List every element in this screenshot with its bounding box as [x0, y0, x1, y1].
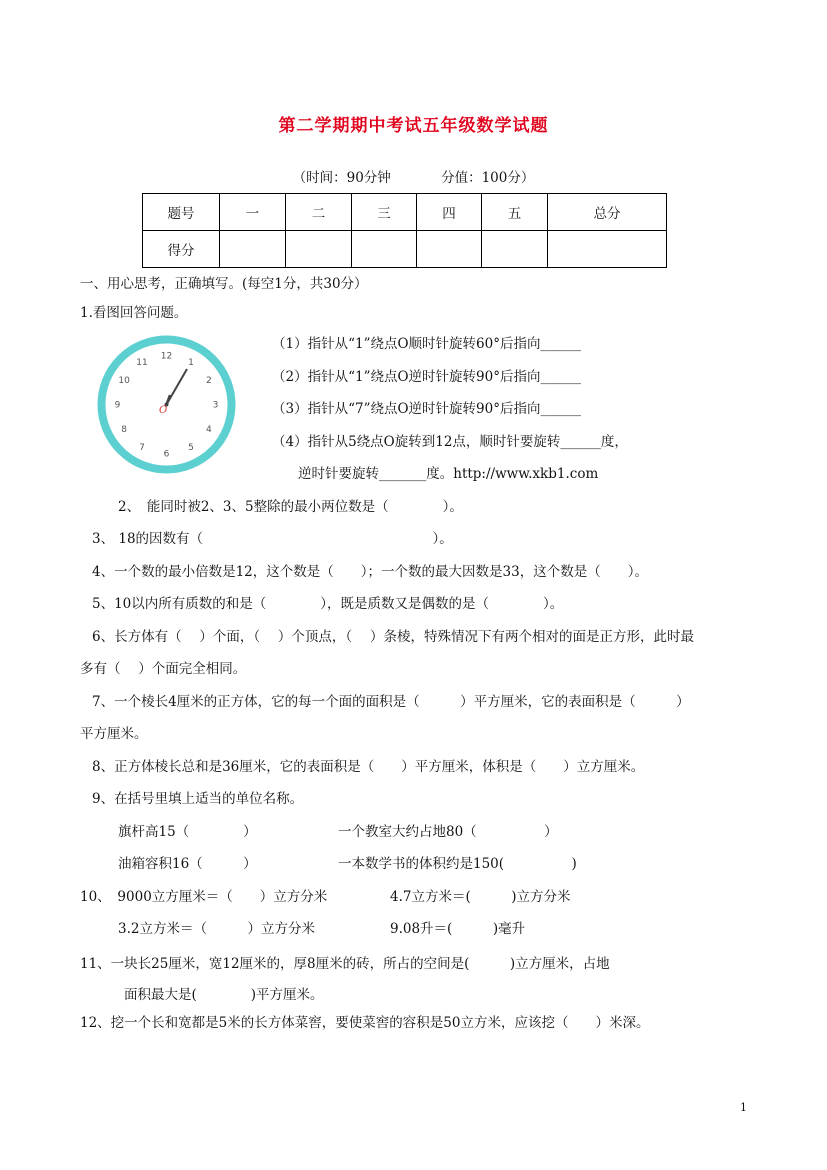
header-cell: 总分: [548, 194, 667, 231]
question-11-line1: 11、一块长25厘米，宽12厘米的，厚8厘米的砖，所占的空间是( )立方厘米，占地: [80, 956, 610, 972]
score-cell[interactable]: [286, 231, 352, 268]
header-cell: 一: [220, 194, 286, 231]
header-cell: 五: [482, 194, 548, 231]
clock-numeral: 2: [206, 376, 212, 386]
header-cell: 四: [417, 194, 482, 231]
score-cell[interactable]: [482, 231, 548, 268]
question-9-c: 油箱容积16（ ）: [118, 856, 257, 872]
clock-numeral: 1: [188, 358, 194, 369]
header-cell: 题号: [143, 194, 220, 231]
clock-numeral: 9: [114, 400, 121, 411]
question-1-label: 1.看图回答问题。: [80, 305, 188, 321]
question-9-d: 一本数学书的体积约是150( ): [338, 856, 577, 872]
table-row: [143, 231, 667, 268]
question-12: 12、挖一个长和宽都是5米的长方体菜窖，要使菜窖的容积是50立方米，应该挖（ ）米深。: [80, 1015, 650, 1031]
question-8: 8、正方体棱长总和是36厘米，它的表面积是（ ）平方厘米，体积是（ ）立方厘米。: [92, 759, 645, 775]
exam-score: 分值：100分）: [441, 170, 535, 186]
score-cell[interactable]: [417, 231, 482, 268]
score-cell[interactable]: [220, 231, 286, 268]
score-table: [142, 193, 667, 268]
question-10-d: 9.08升＝( )毫升: [390, 921, 526, 937]
question-9-label: 9、在括号里填上适当的单位名称。: [92, 791, 304, 807]
question-5: 5、10以内所有质数的和是（ ），既是质数又是偶数的是（ ）。: [92, 596, 564, 612]
clock-numeral: 8: [121, 425, 127, 435]
section-heading: 一、用心思考，正确填写。(每空1分，共30分）: [80, 276, 368, 292]
question-6-line1: 6、长方体有（ ）个面，（ ）个顶点，（ ）条棱，特殊情况下有两个相对的面是正方形，此时最: [92, 629, 694, 645]
question-6-line2: 多有（ ）个面完全相同。: [80, 661, 247, 677]
clock-numeral: 5: [188, 442, 194, 453]
clock-center-label: O: [159, 405, 168, 416]
clock-numeral: 4: [206, 425, 212, 435]
question-1-sub4: （4）指针从5绕点O旋转到12点，顺时针要旋转______度，: [272, 434, 628, 450]
clock-numeral: 10: [118, 376, 130, 386]
clock-numeral: 3: [212, 400, 219, 411]
question-1-sub3: （3）指针从“7”绕点O逆时针旋转90°后指向______: [272, 401, 581, 417]
row-label: 得分: [143, 231, 220, 268]
exam-meta: [0, 166, 827, 186]
question-3: 3、 18的因数有（ ）。: [92, 531, 453, 547]
exam-time: （时间：90分钟: [292, 170, 391, 186]
question-9-b: 一个教室大约占地80（ ）: [338, 824, 558, 840]
score-cell[interactable]: [352, 231, 417, 268]
page-number: 1: [740, 1101, 747, 1114]
clock-numeral: 6: [163, 449, 170, 460]
page-title: 第二学期期中考试五年级数学试题: [278, 116, 549, 136]
question-10-b: 4.7立方米＝( )立方分米: [390, 889, 571, 905]
clock-numeral: 12: [160, 351, 173, 362]
score-cell[interactable]: [548, 231, 667, 268]
question-10-c: 3.2立方米＝（ ）立方分米: [118, 921, 315, 937]
question-1-sub2: （2）指针从“1”绕点O逆时针旋转90°后指向______: [272, 369, 581, 385]
clock-figure: [94, 332, 239, 477]
question-7-line2: 平方厘米。: [80, 726, 148, 742]
question-4: 4、一个数的最小倍数是12，这个数是（ ）；一个数的最大因数是33，这个数是（ ）。: [92, 564, 648, 580]
question-1-sub1: （1）指针从“1”绕点O顺时针旋转60°后指向______: [272, 336, 581, 352]
question-11-line2: 面积最大是( )平方厘米。: [124, 987, 324, 1003]
clock-numeral: 11: [136, 358, 148, 369]
question-1-sub4-cont: 逆时针要旋转_______度。http://www.xkb1.com: [298, 466, 599, 482]
question-9-a: 旗杆高15（ ）: [118, 824, 257, 840]
clock-numeral: 7: [139, 442, 145, 453]
question-2: 2、 能同时被2、3、5整除的最小两位数是（ ）。: [118, 499, 463, 515]
table-header-row: [143, 194, 667, 231]
header-cell: 二: [286, 194, 352, 231]
header-cell: 三: [352, 194, 417, 231]
question-7-line1: 7、一个棱长4厘米的正方体，它的每一个面的面积是（ ）平方厘米，它的表面积是（ ）: [92, 694, 690, 710]
question-10-a: 10、 9000立方厘米＝（ ）立方分米: [80, 889, 328, 905]
